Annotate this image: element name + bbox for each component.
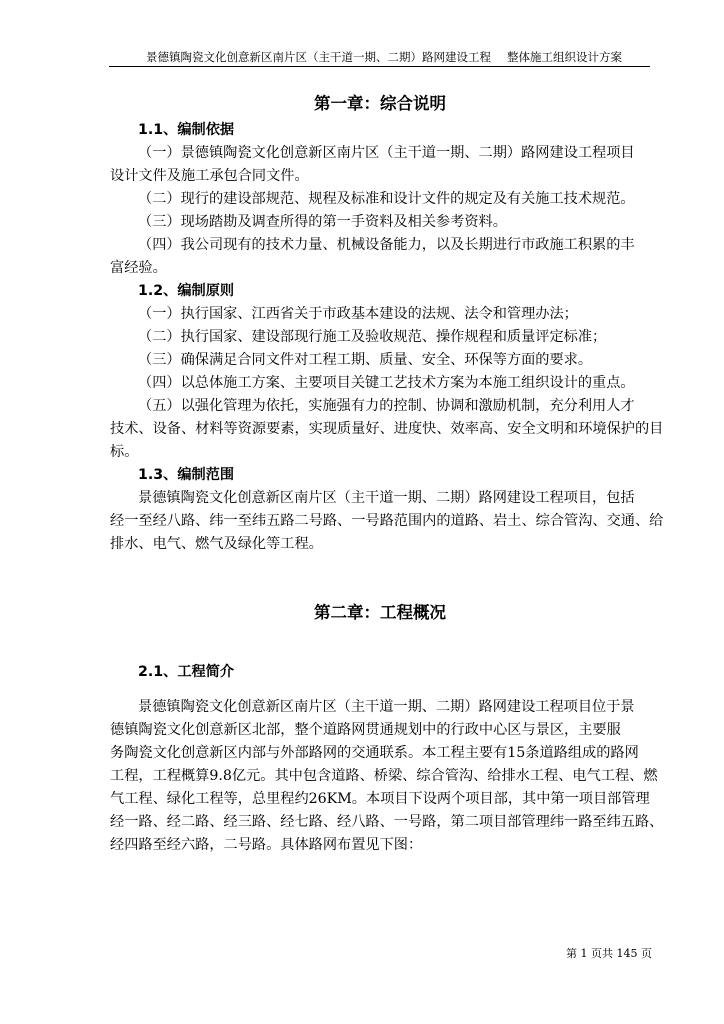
paragraph-line: （三）确保满足合同文件对工程工期、质量、安全、环保等方面的要求。 <box>138 352 593 368</box>
paragraph-line: 技术、设备、材料等资源要素，实现质量好、进度快、效率高、安全文明和环境保护的目 <box>110 421 664 437</box>
paragraph-line: 富经验。 <box>110 260 167 276</box>
section-1-2-body <box>110 303 664 464</box>
paragraph-line: （二）执行国家、建设部现行施工及验收规范、操作规程和质量评定标准； <box>138 329 607 345</box>
paragraph-line: （四）以总体施工方案、主要项目关键工艺技术方案为本施工组织设计的重点。 <box>138 375 635 391</box>
paragraph-line: 设计文件及施工承包合同文件。 <box>110 168 309 184</box>
page-number: 第 1 页共 145 页 <box>566 947 652 960</box>
section-1-3-title: 1.3、编制范围 <box>138 467 235 483</box>
paragraph-line: 排水、电气、燃气及绿化等工程。 <box>110 536 323 552</box>
section-1-3-body <box>110 487 664 556</box>
paragraph-line: （三）现场踏勘及调查所得的第一手资料及相关参考资料。 <box>138 214 507 230</box>
section-1-1-body <box>110 142 650 280</box>
paragraph-line: （四）我公司现有的技术力量、机械设备能力，以及长期进行市政施工积累的丰 <box>138 237 635 253</box>
paragraph-line: （一）景德镇陶瓷文化创意新区南片区（主干道一期、二期）路网建设工程项目 <box>138 145 635 161</box>
paragraph-line: 工程，工程概算9.8亿元。其中包含道路、桥梁、综合管沟、给排水工程、电气工程、燃 <box>110 768 658 784</box>
paragraph-line: 气工程、绿化工程等，总里程约26KM。本项目下设两个项目部，其中第一项目部管理 <box>110 791 650 807</box>
paragraph-line: （二）现行的建设部规范、规程及标准和设计文件的规定及有关施工技术规范。 <box>138 191 635 207</box>
paragraph-line: 经一至经八路、纬一至纬五路二号路、一号路范围内的道路、岩土、综合管沟、交通、给 <box>110 513 664 529</box>
paragraph-line: 德镇陶瓷文化创意新区北部，整个道路网贯通规划中的行政中心区与景区，主要服 <box>110 722 621 738</box>
header-document-title: 整体施工组织设计方案 <box>507 50 622 64</box>
paragraph-line: （五）以强化管理为依托，实施强有力的控制、协调和激励机制，充分利用人才 <box>138 398 635 414</box>
section-2-1-body <box>110 696 664 857</box>
paragraph-line: 经一路、经二路、经三路、经七路、经八路、一号路，第二项目部管理纬一路至纬五路、 <box>110 814 664 830</box>
page-header <box>109 49 650 67</box>
chapter-2-title: 第二章：工程概况 <box>314 603 446 622</box>
document-body <box>110 88 664 857</box>
paragraph-line: 标。 <box>110 444 139 460</box>
paragraph-line: （一）执行国家、江西省关于市政基本建设的法规、法令和管理办法； <box>138 306 578 322</box>
paragraph-line: 景德镇陶瓷文化创意新区南片区（主干道一期、二期）路网建设工程项目，包括 <box>138 490 635 506</box>
header-project-title: 景德镇陶瓷文化创意新区南片区（主干道一期、二期）路网建设工程 <box>146 50 491 64</box>
paragraph-line: 务陶瓷文化创意新区内部与外部路网的交通联系。本工程主要有15条道路组成的路网 <box>110 745 639 761</box>
chapter-1-title: 第一章：综合说明 <box>314 94 446 113</box>
section-1-2-title: 1.2、编制原则 <box>138 283 235 299</box>
paragraph-line: 景德镇陶瓷文化创意新区南片区（主干道一期、二期）路网建设工程项目位于景 <box>138 699 635 715</box>
paragraph-line: 经四路至经六路，二号路。具体路网布置见下图： <box>110 837 423 853</box>
section-1-1-title: 1.1、编制依据 <box>138 122 235 138</box>
section-2-1-title: 2.1、工程简介 <box>138 664 235 680</box>
